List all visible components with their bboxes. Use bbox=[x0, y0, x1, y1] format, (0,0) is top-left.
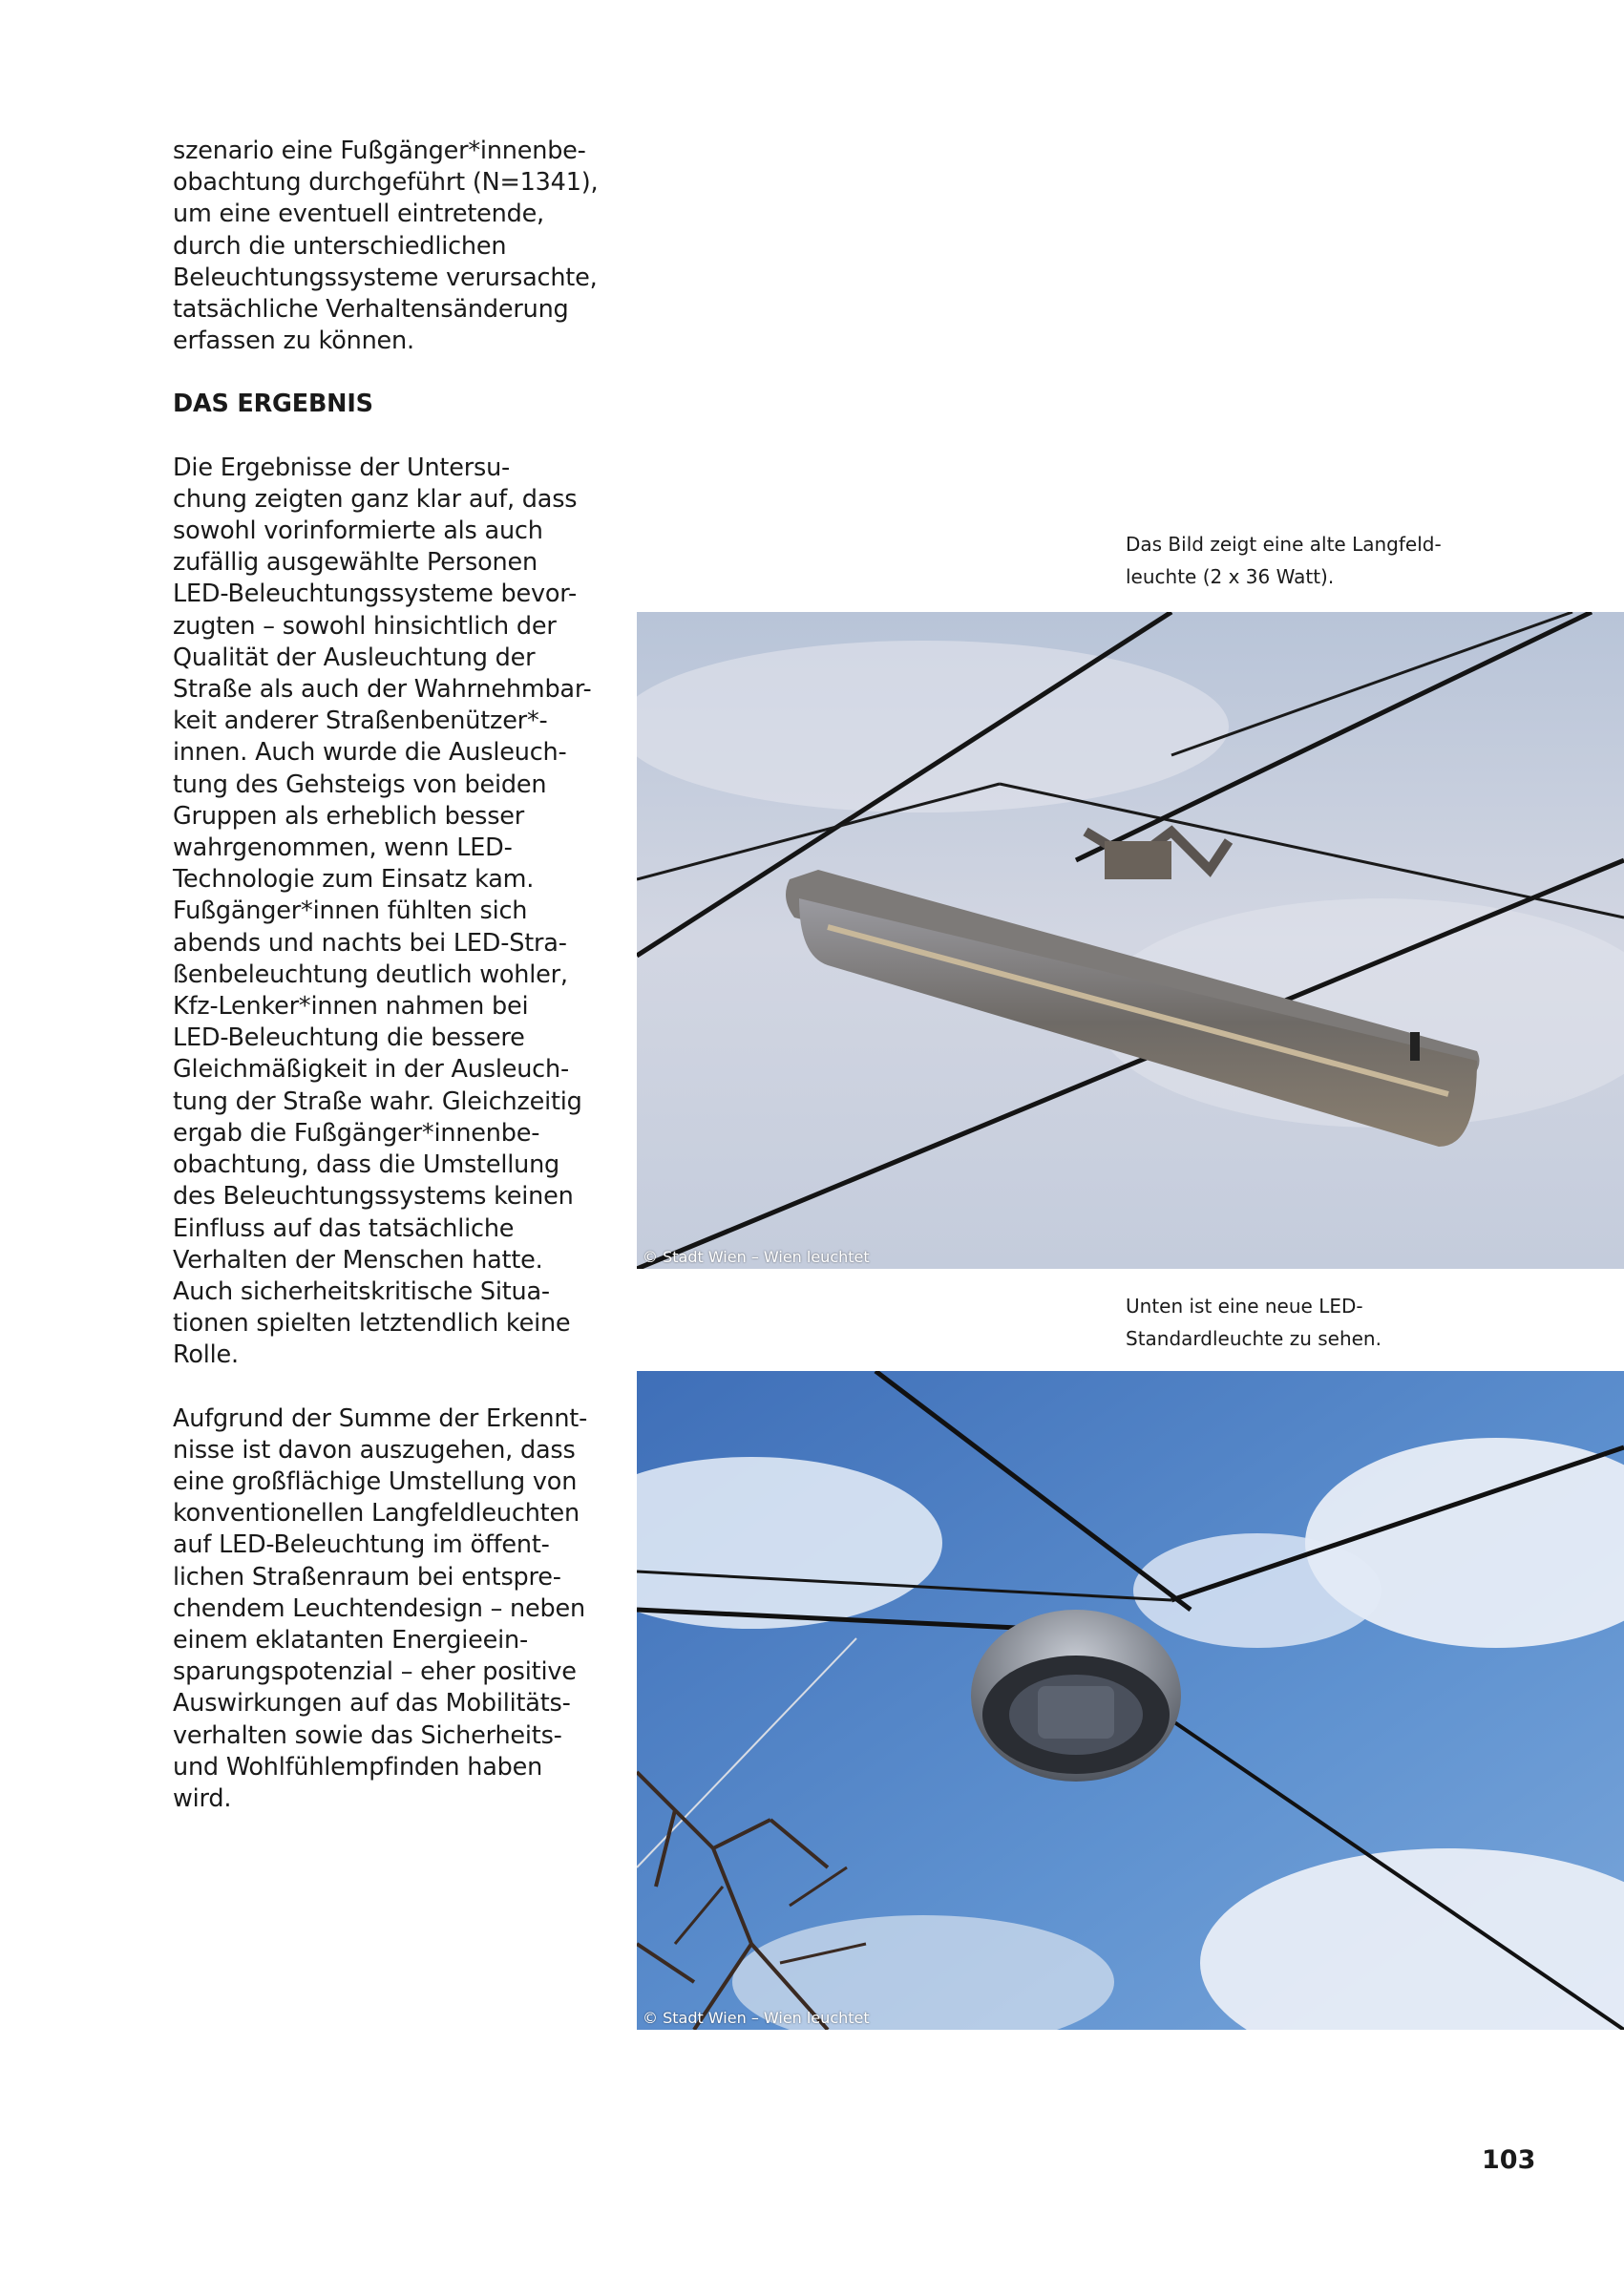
caption-bottom-photo: Unten ist eine neue LED- Standardleuchte zu sehen. bbox=[1126, 1295, 1381, 1350]
section-heading: DAS ERGEBNIS bbox=[173, 390, 373, 419]
paragraph-conclusion: Aufgrund der Summe der Erkennt- nisse ist davon auszugehen, dass eine großflächige Umstellung von konventionellen Langfeldleuchten auf LED-Beleuchtung im öffent- lichen Straßenraum bei entspre- chendem Leuchtendesign – neben einem eklatanten Energieein- sparungspotenzial – eher positive Auswirkungen auf das Mobilitäts- verhalten sowie das Sicherheits- und Wohlfühlempfinden haben wird. bbox=[173, 1403, 588, 1813]
body-text-column bbox=[173, 136, 602, 1846]
caption-top-photo: Das Bild zeigt eine alte Langfeld- leuchte (2 x 36 Watt). bbox=[1126, 533, 1442, 588]
photo-credit-top: © Stadt Wien – Wien leuchtet bbox=[643, 1248, 870, 1266]
photo-old-lamp bbox=[637, 612, 1624, 1269]
paragraph-results: Die Ergebnisse der Untersu- chung zeigten ganz klar auf, dass sowohl vorinformierte als auch zufällig ausgewählte Personen LED-Beleuchtungssysteme bevor- zugten – sowohl hinsichtlich der Qualität der Ausleuchtung der Straße als auch der Wahrnehmbar- keit anderer Straßenbenützer*- innen. Auch wurde die Ausleuch- tung des Gehsteigs von beiden Gruppen als erheblich besser wahrgenommen, wenn LED- Technologie zum Einsatz kam. Fußgänger*innen fühlten sich abends und nachts bei LED-Stra- ßenbeleuchtung deutlich wohler, Kfz-Lenker*innen nahmen bei LED-Beleuchtung die bessere Gleichmäßigkeit in der Ausleuch- tung der Straße wahr. Gleichzeitig ergab die Fußgänger*innenbe- obachtung, dass die Umstellung des Beleuchtungssystems keinen Einfluss auf das tatsächliche Verhalten der Menschen hatte. Auch sicherheitskritische Situa- tionen spielten letztendlich keine Rolle. bbox=[173, 453, 592, 1370]
page-number: 103 bbox=[1482, 2145, 1536, 2175]
photo-new-led-lamp bbox=[637, 1371, 1624, 2030]
photo-credit-bottom: © Stadt Wien – Wien leuchtet bbox=[643, 2009, 870, 2027]
paragraph-method: szenario eine Fußgänger*innenbe- obachtung durchgeführt (N=1341), um eine eventuell eintretende, durch die unterschiedlichen Beleuchtungssysteme verursachte, tatsächliche Verhaltensänderung erfassen zu können. bbox=[173, 137, 599, 356]
